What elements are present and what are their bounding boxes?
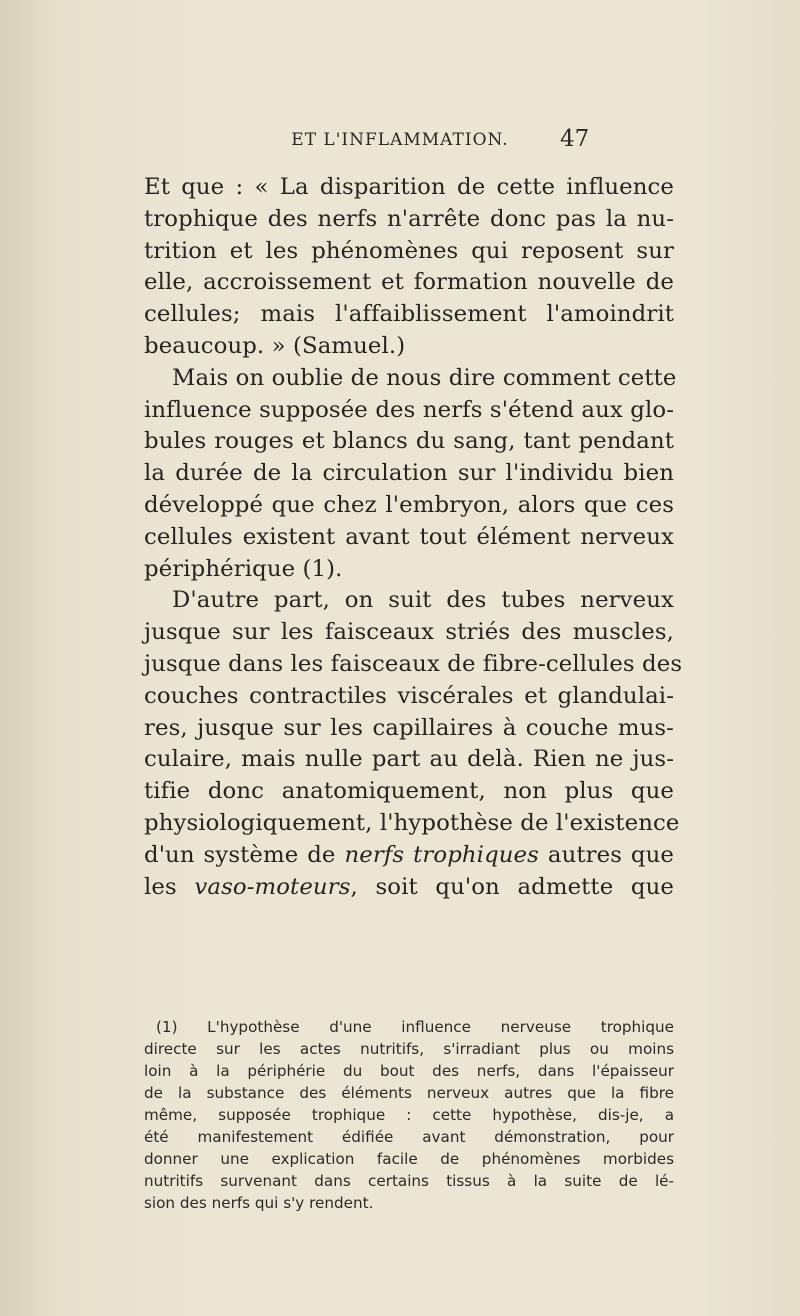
text-segment: les [144, 873, 195, 900]
text-line: trophique des nerfs n'arrête donc pas la nu- [144, 205, 674, 232]
text-line: bules rouges et blancs du sang, tant pendant [144, 428, 674, 455]
text-line: développé que chez l'embryon, alors que ces [144, 491, 674, 518]
footnote-line: même, supposée trophique : cette hypothèse, dis-je, a [144, 1106, 674, 1124]
text-line: jusque sur les faisceaux striés des muscles, [144, 619, 674, 646]
text-line: res, jusque sur les capillaires à couche mus- [144, 714, 674, 741]
text-line [144, 872, 674, 904]
body-text [144, 172, 683, 903]
text-line: D'autre part, on suit des tubes nerveux [172, 587, 674, 614]
footnote-line: sion des nerfs qui s'y rendent. [144, 1194, 374, 1212]
footnote-line: donner une explication facile de phénomènes morbides [144, 1150, 674, 1168]
text-line: elle, accroissement et formation nouvelle de [144, 269, 674, 296]
page-number: 47 [560, 126, 590, 152]
text-line: Mais on oublie de nous dire comment cette [172, 364, 677, 391]
text-line: couches contractiles viscérales et glandulai- [144, 682, 674, 709]
text-line: cellules; mais l'affaiblissement l'amoindrit [144, 301, 674, 328]
page-header [0, 128, 800, 158]
footnote-line: nutritifs survenant dans certains tissus à la suite de lé- [144, 1172, 674, 1190]
text-line: périphérique (1). [144, 555, 343, 582]
footnote-line: loin à la périphérie du bout des nerfs, dans l'épaisseur [144, 1062, 674, 1080]
text-line: physiologiquement, l'hypothèse de l'existence [144, 809, 680, 836]
text-segment: d'un système de [144, 841, 345, 868]
italic-term: nerfs trophiques [344, 841, 539, 868]
text-line: beaucoup. » (Samuel.) [144, 332, 406, 359]
footnote-line: (1) L'hypothèse d'une influence nerveuse trophique [156, 1018, 674, 1036]
footnote-line: été manifestement édifiée avant démonstration, pour [144, 1128, 674, 1146]
text-segment: autres que [538, 841, 675, 868]
text-line: cellules existent avant tout élément nerveux [144, 523, 674, 550]
footnote [144, 1016, 674, 1214]
running-title: ET L'INFLAMMATION. [291, 130, 509, 150]
text-line: la durée de la circulation sur l'individu bien [144, 460, 674, 487]
text-line: Et que : « La disparition de cette influence [144, 174, 674, 200]
text-line: jusque dans les faisceaux de fibre-cellules des [144, 650, 683, 677]
text-segment: , soit qu'on admette que [350, 873, 674, 900]
text-line: influence supposée des nerfs s'étend aux glo- [144, 396, 674, 423]
text-line: tifie donc anatomiquement, non plus que [144, 778, 674, 805]
text-line: trition et les phénomènes qui reposent sur [144, 237, 674, 264]
footnote-line: de la substance des éléments nerveux autres que la fibre [144, 1084, 674, 1102]
text-line [144, 840, 674, 872]
italic-term: vaso-moteurs [194, 873, 351, 900]
footnote-line: directe sur les actes nutritifs, s'irradiant plus ou moins [144, 1040, 674, 1058]
text-line: culaire, mais nulle part au delà. Rien ne jus- [144, 746, 674, 773]
